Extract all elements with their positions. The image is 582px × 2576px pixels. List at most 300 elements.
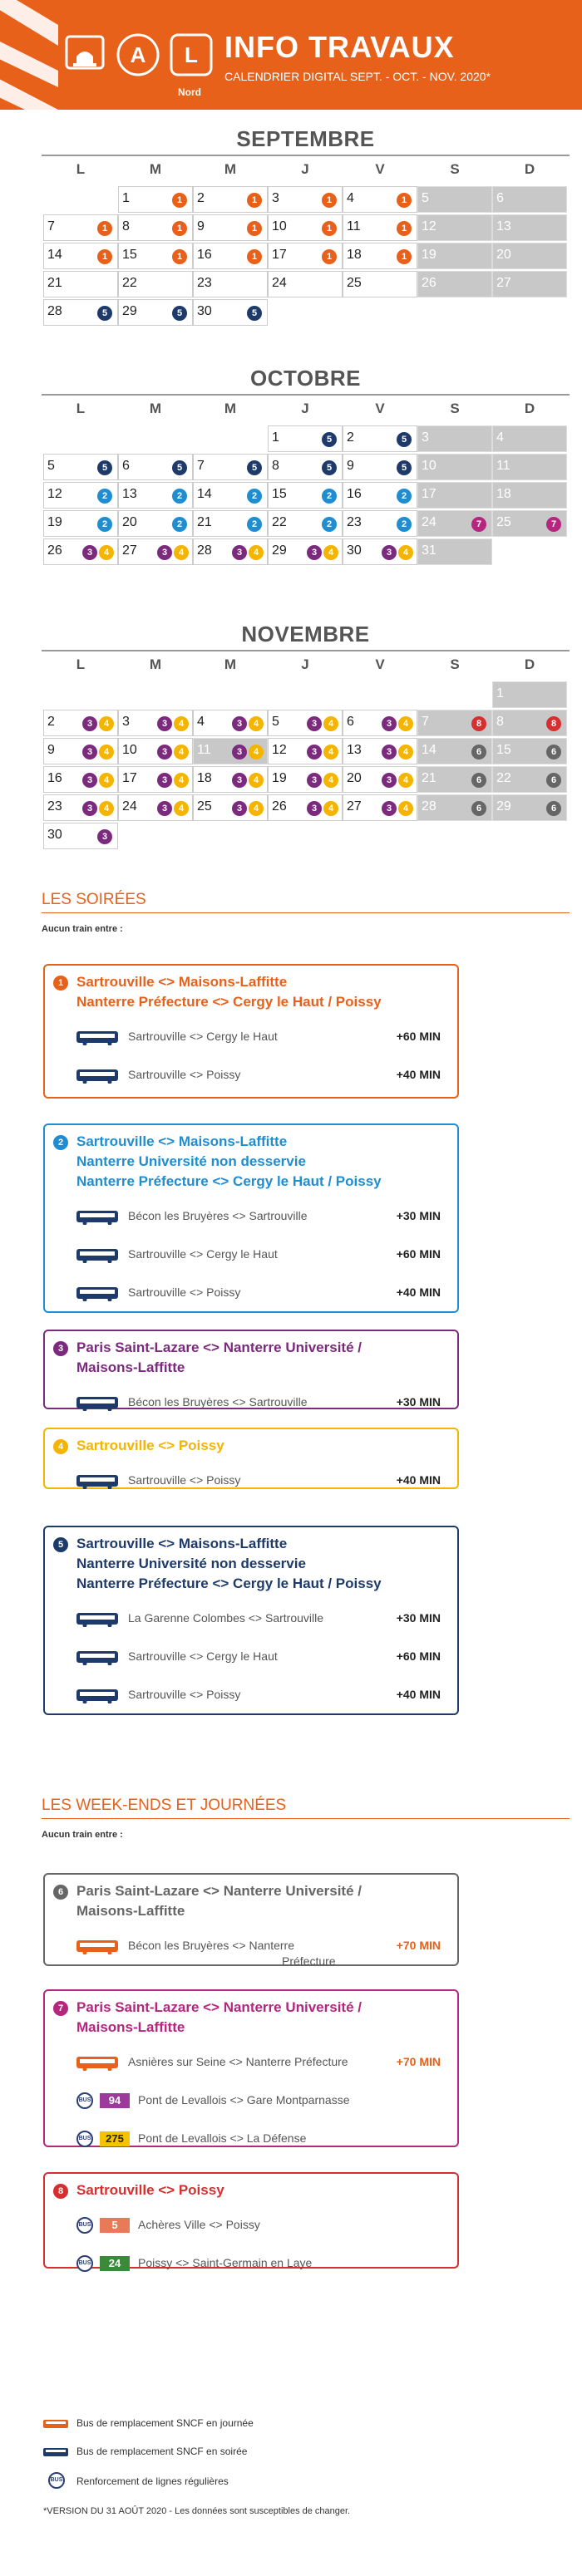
period-badge-4: 4 [99,773,114,788]
day-cell [492,482,567,509]
day-cell [343,214,417,241]
replacement-row [45,2052,457,2072]
day-cell [343,510,417,537]
route-label: Asnières sur Seine <> Nanterre Préfecture [128,2055,348,2068]
month-divider [42,650,570,651]
day-cell [417,425,492,452]
day-number: 7 [47,219,55,234]
day-cell [492,243,567,269]
period-badge-4: 4 [323,745,338,760]
section-title: LES SOIRÉES [42,891,146,908]
period-badge-3: 3 [382,801,397,816]
day-cell [492,681,567,708]
delay-time: +30 MIN [396,1395,441,1408]
day-number: 21 [197,515,212,529]
day-number: 20 [347,771,362,785]
period-badge-3: 3 [82,745,97,760]
day-number: 11 [347,219,361,234]
day-number: 24 [122,799,137,814]
weekday-label: V [375,656,385,672]
route-label: Bécon les Bruyères <> Sartrouville [128,1395,308,1408]
route-label: Sartrouville <> Poissy [128,1068,241,1081]
period-badge-4: 4 [249,545,264,560]
day-number: 4 [496,430,504,445]
card-title-line: Maisons-Laffitte [76,1903,185,1919]
period-badge-2: 2 [172,489,187,504]
period-badge-3: 3 [382,745,397,760]
period-badge-4: 4 [99,545,114,560]
day-number: 26 [422,276,436,290]
day-number: 29 [496,799,511,814]
day-cell [193,214,268,241]
day-cell [343,425,417,452]
period-badge-3: 3 [232,773,247,788]
day-cell [43,214,118,241]
period-badge-3: 3 [307,545,322,560]
period-badge-4: 4 [398,773,413,788]
day-number: 18 [347,248,362,262]
zone-label: Nord [178,86,201,98]
day-cell [193,299,268,326]
day-number: 26 [272,799,287,814]
day-cell [268,738,343,764]
weekday-label: S [450,401,460,416]
replacement-row [45,1283,457,1303]
weekday-label: S [450,161,460,177]
day-number: 17 [422,487,436,501]
day-cell [343,766,417,793]
period-badge-5: 5 [322,460,337,475]
period-badge-4: 4 [398,801,413,816]
day-cell [43,823,118,849]
day-cell [193,738,268,764]
period-badge-5: 5 [397,432,412,447]
period-badge-3: 3 [232,545,247,560]
period-badge-8: 8 [546,716,561,731]
period-badge-3: 3 [232,716,247,731]
period-badge-6: 6 [471,773,486,788]
night-bus-icon [76,1248,118,1263]
weekday-label: M [149,161,162,177]
day-cell [118,710,193,736]
night-bus-icon [76,1474,118,1489]
svg-text:A: A [130,42,146,67]
period-badge-1: 1 [172,249,187,264]
day-number: 4 [347,191,354,205]
period-badge-6: 6 [471,801,486,816]
day-cell [43,538,118,565]
card-title-line: Sartrouville <> Poissy [76,2182,224,2198]
day-cell [118,454,193,480]
day-cell [193,794,268,821]
period-badge-2: 2 [53,1135,68,1150]
route-label: Poissy <> Saint-Germain en Laye [138,2256,313,2269]
period-badge-3: 3 [82,773,97,788]
replacement-row [45,1393,457,1413]
period-badge-1: 1 [397,221,412,236]
period-badge-8: 8 [471,716,486,731]
period-badge-4: 4 [99,716,114,731]
period-badge-7: 7 [53,2001,68,2016]
day-number: 12 [422,219,436,234]
day-number: 23 [47,799,62,814]
day-number: 14 [197,487,212,501]
day-number: 3 [272,191,279,205]
day-number: 20 [122,515,137,529]
period-badge-1: 1 [397,193,412,208]
period-badge-2: 2 [172,517,187,532]
day-cell [343,538,417,565]
section-note: Aucun train entre : [42,924,123,934]
day-number: 22 [496,771,511,785]
period-badge-3: 3 [157,716,172,731]
day-cell [343,271,417,297]
day-number: 19 [422,248,436,262]
day-number: 14 [47,248,62,262]
disruption-card [43,1526,459,1715]
delay-time: +60 MIN [396,1030,441,1043]
day-cell [343,186,417,213]
day-cell [417,186,492,213]
day-cell [343,454,417,480]
day-cell [193,243,268,269]
legend-night: Bus de remplacement SNCF en soirée [76,2446,248,2457]
route-label: Bécon les Bruyères <> Nanterre [128,1939,294,1952]
card-title-line: Nanterre Préfecture <> Cergy le Haut / Poissy [76,1173,382,1189]
period-badge-3: 3 [307,745,322,760]
day-number: 13 [122,487,137,501]
route-label: Achères Ville <> Poissy [138,2218,260,2231]
section-note: Aucun train entre : [42,1830,123,1840]
day-number: 11 [197,743,211,757]
day-bus-icon [76,1939,118,1954]
day-cell [43,766,118,793]
month-title: OCTOBRE [249,366,362,391]
month-title: NOVEMBRE [241,622,370,646]
period-badge-3: 3 [307,773,322,788]
weekday-label: D [524,401,535,416]
period-badge-3: 3 [97,829,112,844]
day-cell [268,425,343,452]
day-number: 27 [347,799,362,814]
day-cell [492,738,567,764]
day-number: 16 [347,487,362,501]
replacement-row [45,2215,457,2235]
period-badge-2: 2 [97,517,112,532]
day-number: 2 [347,430,354,445]
day-cell [118,766,193,793]
route-label: Bécon les Bruyères <> Sartrouville [128,1209,308,1222]
day-number: 25 [347,276,362,290]
weekday-label: L [76,656,86,672]
weekday-label: M [149,656,162,672]
replacement-row [45,1027,457,1047]
day-number: 30 [347,543,362,558]
replacement-row [45,2254,457,2274]
month-title: SEPTEMBRE [236,126,375,151]
period-badge-2: 2 [397,489,412,504]
day-number: 4 [197,715,205,729]
page-subtitle: CALENDRIER DIGITAL SEPT. - OCT. - NOV. 2020* [224,70,491,83]
day-cell [492,794,567,821]
day-cell [43,454,118,480]
bus-line-number: 24 [100,2256,130,2271]
day-number: 23 [347,515,362,529]
period-badge-3: 3 [232,745,247,760]
period-badge-2: 2 [247,517,262,532]
route-label: Sartrouville <> Poissy [128,1473,241,1487]
delay-time: +70 MIN [396,1939,441,1952]
day-cell [343,482,417,509]
period-badge-6: 6 [546,773,561,788]
delay-time: +40 MIN [396,1473,441,1487]
day-cell [492,766,567,793]
day-cell [417,454,492,480]
period-badge-5: 5 [247,460,262,475]
day-number: 15 [122,248,137,262]
period-badge-1: 1 [322,193,337,208]
day-cell [43,271,118,297]
period-badge-1: 1 [322,221,337,236]
period-badge-3: 3 [157,745,172,760]
day-number: 15 [272,487,287,501]
regular-bus-icon: BUS [76,2217,93,2234]
period-badge-7: 7 [546,517,561,532]
disruption-card [43,1989,459,2147]
period-badge-1: 1 [247,249,262,264]
delay-time: +30 MIN [396,1611,441,1625]
card-title-line: Nanterre Université non desservie [76,1153,306,1169]
day-cell [492,454,567,480]
day-number: 18 [197,771,212,785]
period-badge-1: 1 [247,193,262,208]
weekday-label: S [450,656,460,672]
day-cell [492,710,567,736]
route-label: Préfecture [282,1954,336,1968]
period-badge-2: 2 [247,489,262,504]
day-number: 28 [47,304,62,318]
bus-line-number: 275 [100,2131,130,2146]
period-badge-1: 1 [397,249,412,264]
day-number: 12 [47,487,62,501]
day-number: 27 [122,543,137,558]
card-title-line: Maisons-Laffitte [76,2019,185,2035]
period-badge-1: 1 [97,221,112,236]
day-number: 13 [496,219,511,234]
day-bus-icon [76,2056,118,2071]
day-number: 25 [197,799,212,814]
day-number: 20 [496,248,511,262]
day-cell [118,243,193,269]
day-number: 5 [272,715,279,729]
section-divider [42,1818,570,1819]
period-badge-6: 6 [546,801,561,816]
day-cell [492,214,567,241]
route-label: Sartrouville <> Cergy le Haut [128,1247,278,1261]
day-number: 9 [197,219,205,234]
day-cell [118,794,193,821]
replacement-row [45,1207,457,1227]
bus-line-number: 5 [100,2218,130,2233]
disruption-card [43,2172,459,2269]
day-cell [118,482,193,509]
day-number: 18 [496,487,511,501]
day-cell [268,510,343,537]
day-number: 31 [422,543,436,558]
day-cell [268,482,343,509]
day-bus-icon [43,2420,68,2428]
day-cell [118,538,193,565]
day-cell [268,710,343,736]
weekday-label: M [224,161,237,177]
day-number: 27 [496,276,511,290]
period-badge-5: 5 [53,1537,68,1552]
regular-bus-icon: BUS [48,2472,65,2489]
period-badge-4: 4 [249,716,264,731]
line-a-icon [115,32,161,78]
disruption-card [43,1873,459,1966]
period-badge-6: 6 [546,745,561,760]
weekday-label: M [224,401,237,416]
weekday-label: L [76,401,86,416]
weekday-label: L [76,161,86,177]
day-cell [417,243,492,269]
replacement-row [45,2129,457,2149]
period-badge-3: 3 [82,716,97,731]
period-badge-4: 4 [398,716,413,731]
day-cell [193,186,268,213]
day-number: 8 [272,459,279,473]
day-cell [343,738,417,764]
day-number: 2 [197,191,205,205]
period-badge-4: 4 [174,773,189,788]
day-cell [118,510,193,537]
period-badge-4: 4 [174,716,189,731]
day-number: 10 [272,219,287,234]
period-badge-4: 4 [323,716,338,731]
route-label: Pont de Levallois <> La Défense [138,2131,307,2145]
day-cell [417,766,492,793]
day-number: 2 [47,715,55,729]
period-badge-5: 5 [247,306,262,321]
period-badge-5: 5 [397,460,412,475]
day-cell [268,766,343,793]
day-number: 14 [422,743,436,757]
day-number: 24 [422,515,436,529]
period-badge-4: 4 [53,1439,68,1454]
stripes-decoration [0,0,58,110]
day-number: 23 [197,276,212,290]
day-number: 7 [422,715,429,729]
card-title-line: Sartrouville <> Maisons-Laffitte [76,1133,288,1149]
day-cell [43,243,118,269]
route-label: Sartrouville <> Poissy [128,1688,241,1701]
night-bus-icon [76,1210,118,1225]
period-badge-4: 4 [323,545,338,560]
day-cell [417,510,492,537]
day-number: 25 [496,515,511,529]
period-badge-3: 3 [157,801,172,816]
replacement-row [45,2091,457,2111]
night-bus-icon [76,1069,118,1084]
route-label: La Garenne Colombes <> Sartrouville [128,1611,324,1625]
day-cell [193,510,268,537]
day-number: 21 [47,276,62,290]
period-badge-5: 5 [322,432,337,447]
replacement-row [45,1245,457,1265]
period-badge-4: 4 [99,745,114,760]
card-title-line: Sartrouville <> Poissy [76,1438,224,1453]
period-badge-4: 4 [99,801,114,816]
replacement-row [45,1471,457,1491]
bus-line-number: 94 [100,2093,130,2108]
period-badge-3: 3 [382,716,397,731]
weekday-label: V [375,401,385,416]
night-bus-icon [76,1650,118,1665]
day-cell [268,271,343,297]
day-number: 11 [496,459,510,473]
period-badge-6: 6 [53,1885,68,1900]
period-badge-5: 5 [97,460,112,475]
replacement-row [45,1685,457,1705]
weekday-label: J [301,656,309,672]
day-number: 22 [272,515,287,529]
section-title: LES WEEK-ENDS ET JOURNÉES [42,1797,287,1814]
day-cell [268,794,343,821]
day-cell [193,538,268,565]
disruption-card [43,1123,459,1313]
day-number: 17 [272,248,287,262]
day-cell [43,710,118,736]
period-badge-3: 3 [82,545,97,560]
period-badge-2: 2 [397,517,412,532]
day-number: 5 [422,191,429,205]
day-cell [417,482,492,509]
period-badge-1: 1 [247,221,262,236]
night-bus-icon [76,1396,118,1411]
period-badge-4: 4 [174,745,189,760]
day-number: 5 [47,459,55,473]
day-cell [193,482,268,509]
day-number: 8 [122,219,130,234]
card-title-line: Maisons-Laffitte [76,1359,185,1375]
period-badge-7: 7 [471,517,486,532]
weekday-label: J [301,161,309,177]
day-number: 1 [122,191,130,205]
day-cell [118,186,193,213]
legend-day: Bus de remplacement SNCF en journée [76,2417,254,2429]
day-cell [118,738,193,764]
period-badge-4: 4 [174,545,189,560]
period-badge-3: 3 [382,545,397,560]
day-cell [193,710,268,736]
night-bus-icon [76,1286,118,1301]
day-number: 28 [422,799,436,814]
replacement-row [45,1065,457,1085]
period-badge-1: 1 [322,249,337,264]
period-badge-3: 3 [307,801,322,816]
card-title-line: Nanterre Préfecture <> Cergy le Haut / Poissy [76,994,382,1010]
day-number: 21 [422,771,436,785]
weekday-label: D [524,161,535,177]
period-badge-1: 1 [53,976,68,991]
day-number: 22 [122,276,137,290]
weekday-label: V [375,161,385,177]
replacement-row [45,1647,457,1667]
day-cell [268,186,343,213]
period-badge-4: 4 [398,745,413,760]
regular-bus-icon: BUS [76,2092,93,2109]
